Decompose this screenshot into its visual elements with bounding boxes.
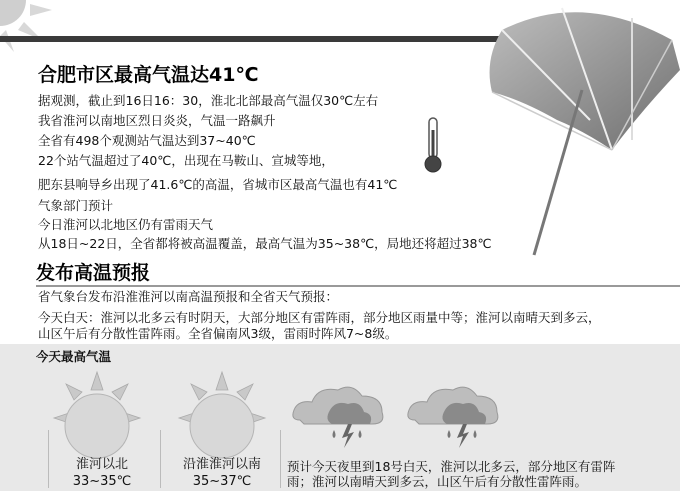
thermometer-icon xyxy=(421,116,445,174)
night-forecast xyxy=(287,459,615,489)
header-bar xyxy=(0,36,500,42)
page-title: 合肥市区最高气温达41℃ xyxy=(38,64,259,86)
intro-line: 我省淮河以南地区烈日炎炎，气温一路飙升 xyxy=(38,113,276,128)
section-title: 发布高温预报 xyxy=(36,262,151,284)
thunderstorm-icon xyxy=(405,380,505,450)
region-temp xyxy=(170,456,274,490)
column-divider xyxy=(160,430,161,488)
section-divider xyxy=(36,285,680,287)
forecast-line: 省气象台发布沿淮淮河以南高温预报和全省天气预报： xyxy=(38,289,339,304)
intro-line: 据观测，截止到16日16：30，淮北北部最高气温仅30℃左右 xyxy=(38,93,379,108)
region-name: 淮河以北 xyxy=(75,457,128,472)
intro-line: 今日淮河以北地区仍有雷雨天气 xyxy=(38,217,214,232)
night-forecast-line: 预计今天夜里到18号白天，淮河以北多云，部分地区有雷阵 xyxy=(287,459,616,474)
forecast-line: 今天白天：淮河以北多云有时阴天，大部分地区有雷阵雨，部分地区雨量中等；淮河以南晴天到多云， xyxy=(38,310,601,325)
intro-line: 肥东县响导乡出现了41.6℃的高温，省城市区最高气温也有41℃ xyxy=(38,177,398,192)
region-name: 沿淮淮河以南 xyxy=(182,457,261,472)
sun-rays-decoration xyxy=(0,0,70,60)
column-divider xyxy=(48,430,49,488)
region-temperature: 35~37℃ xyxy=(192,474,252,489)
sun-icon xyxy=(165,370,280,460)
column-divider xyxy=(280,430,281,488)
thunderstorm-icon xyxy=(290,380,390,450)
region-temperature: 33~35℃ xyxy=(72,474,132,489)
intro-line: 22个站气温超过了40℃，出现在马鞍山、宣城等地， xyxy=(38,153,334,168)
night-forecast-line: 雨；淮河以南晴天到多云，山区午后有分散性雷阵雨。 xyxy=(287,474,588,489)
forecast-line: 山区午后有分散性雷阵雨。全省偏南风3级，雷雨时阵风7~8级。 xyxy=(38,326,398,341)
intro-line: 从18日~22日，全省都将被高温覆盖，最高气温为35~38℃，局地还将超过38℃ xyxy=(38,236,492,251)
today-high-title: 今天最高气温 xyxy=(36,349,112,364)
intro-line: 气象部门预计 xyxy=(38,198,114,213)
region-temp xyxy=(62,456,142,490)
umbrella-icon xyxy=(462,0,680,260)
sun-icon xyxy=(40,370,155,460)
intro-line: 全省有498个观测站气温达到37~40℃ xyxy=(38,133,256,148)
